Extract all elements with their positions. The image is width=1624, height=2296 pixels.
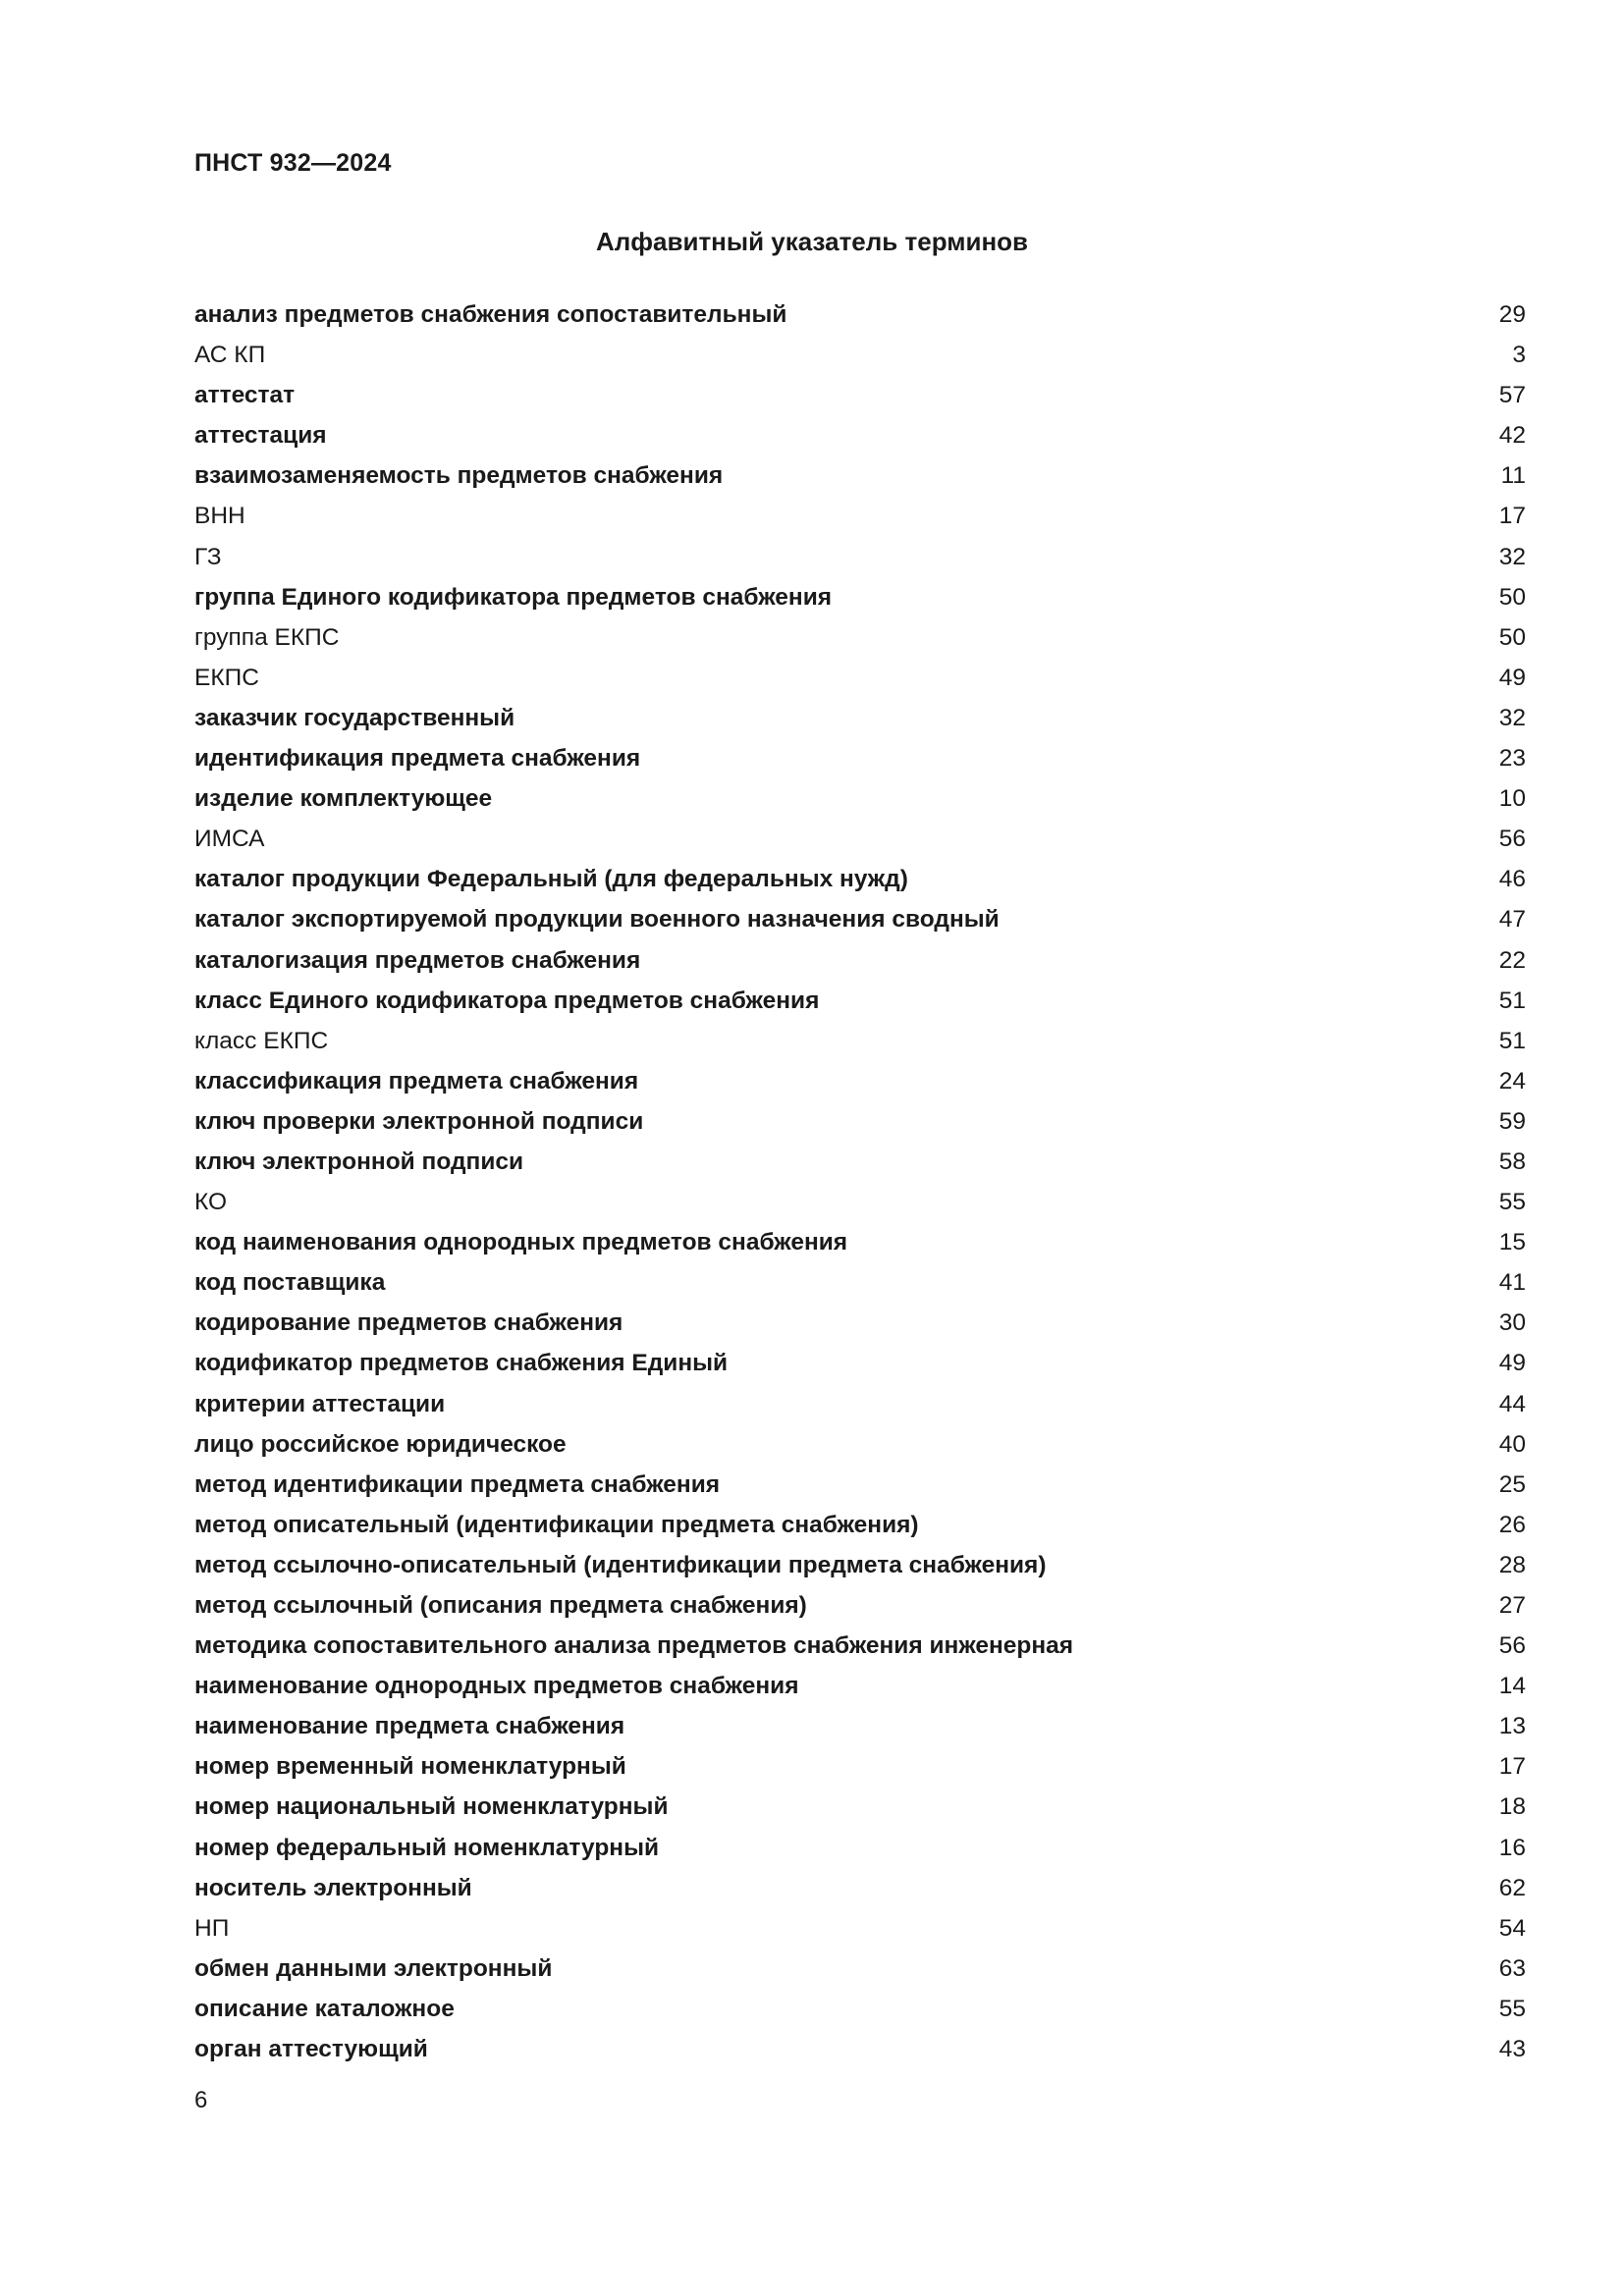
index-entry-term: каталог продукции Федеральный (для федеральных нужд) xyxy=(194,866,908,893)
index-entry xyxy=(194,899,1526,939)
index-entry-number: 30 xyxy=(1498,1309,1526,1337)
index-entry xyxy=(194,1746,1526,1787)
index-entry-number: 51 xyxy=(1498,1027,1526,1054)
index-entry xyxy=(194,1505,1526,1545)
index-entry-number: 56 xyxy=(1498,826,1526,853)
index-entry xyxy=(194,1868,1526,1908)
index-entry xyxy=(194,1343,1526,1383)
index-entry xyxy=(194,375,1526,415)
index-entry xyxy=(194,1262,1526,1303)
index-entry-number: 28 xyxy=(1498,1551,1526,1578)
index-entry xyxy=(194,1989,1526,2029)
index-entry-number: 18 xyxy=(1498,1793,1526,1821)
index-entry-term: группа ЕКПС xyxy=(194,623,340,651)
index-entry xyxy=(194,1101,1526,1142)
index-entry-term: номер федеральный номенклатурный xyxy=(194,1834,660,1861)
index-entry-term: ИМСА xyxy=(194,826,265,853)
index-entry-number: 23 xyxy=(1498,745,1526,773)
index-entry xyxy=(194,1908,1526,1949)
index-entry-number: 43 xyxy=(1498,2036,1526,2063)
index-entry-term: анализ предметов снабжения сопоставительный xyxy=(194,301,787,328)
index-entry-number: 13 xyxy=(1498,1713,1526,1740)
index-entry-term: НП xyxy=(194,1914,230,1942)
index-entry xyxy=(194,658,1526,698)
index-entry-number: 10 xyxy=(1498,785,1526,813)
index-entry xyxy=(194,1706,1526,1746)
index-entry-term: взаимозаменяемость предметов снабжения xyxy=(194,462,724,490)
index-entry xyxy=(194,1465,1526,1505)
index-entry-term: метод идентификации предмета снабжения xyxy=(194,1470,721,1498)
index-entry-number: 50 xyxy=(1498,623,1526,651)
index-entry-term: ключ проверки электронной подписи xyxy=(194,1107,644,1135)
index-entry-term: ключ электронной подписи xyxy=(194,1148,524,1175)
index-entry xyxy=(194,2029,1526,2069)
index-entry-term: заказчик государственный xyxy=(194,704,515,731)
index-entry-number: 16 xyxy=(1498,1834,1526,1861)
index-entry-term: критерии аттестации xyxy=(194,1390,446,1417)
index-entry xyxy=(194,859,1526,899)
index-entry-number: 50 xyxy=(1498,583,1526,611)
index-entry-term: код поставщика xyxy=(194,1269,386,1297)
index-entry-term: группа Единого кодификатора предметов снабжения xyxy=(194,583,833,611)
index-entry-term: метод ссылочно-описательный (идентификации предмета снабжения) xyxy=(194,1551,1047,1578)
index-entry xyxy=(194,537,1526,577)
index-entry-term: наименование однородных предметов снабжения xyxy=(194,1673,799,1700)
index-entry-number: 27 xyxy=(1498,1592,1526,1619)
index-entry-number: 25 xyxy=(1498,1470,1526,1498)
index-entry-number: 11 xyxy=(1500,462,1526,490)
index-entry xyxy=(194,617,1526,658)
index-entry-number: 55 xyxy=(1498,1995,1526,2022)
index-entry xyxy=(194,981,1526,1021)
index-entry-term: КО xyxy=(194,1189,228,1216)
index-entry-number: 44 xyxy=(1498,1390,1526,1417)
index-entry xyxy=(194,1222,1526,1262)
index-entry xyxy=(194,778,1526,819)
index-entry xyxy=(194,1949,1526,1989)
index-entry-term: лицо российское юридическое xyxy=(194,1430,567,1458)
index-entry-term: изделие комплектующее xyxy=(194,785,493,813)
index-entry xyxy=(194,698,1526,738)
index-entry-number: 54 xyxy=(1498,1914,1526,1942)
index-entry-number: 26 xyxy=(1498,1511,1526,1538)
index-entry xyxy=(194,1021,1526,1061)
index-entry-number: 14 xyxy=(1498,1673,1526,1700)
index-entry xyxy=(194,1303,1526,1343)
index-entry-term: наименование предмета снабжения xyxy=(194,1713,625,1740)
index-entry-number: 22 xyxy=(1498,946,1526,974)
index-entry-number: 51 xyxy=(1498,987,1526,1014)
index-entry xyxy=(194,940,1526,981)
index-entry-number: 17 xyxy=(1498,503,1526,530)
index-entry-term: методика сопоставительного анализа предметов снабжения инженерная xyxy=(194,1632,1074,1660)
index-entry xyxy=(194,415,1526,455)
index-title: Алфавитный указатель терминов xyxy=(595,227,1029,256)
index-entry-term: номер временный номенклатурный xyxy=(194,1753,626,1781)
index-entry-term: обмен данными электронный xyxy=(194,1954,553,1982)
index-entry xyxy=(194,1061,1526,1101)
index-entry-number: 62 xyxy=(1498,1874,1526,1901)
index-entry-term: каталогизация предметов снабжения xyxy=(194,946,641,974)
index-entry-number: 55 xyxy=(1498,1189,1526,1216)
index-entry xyxy=(194,1787,1526,1827)
index-entry xyxy=(194,1666,1526,1706)
index-entry xyxy=(194,1626,1526,1666)
index-entry-number: 46 xyxy=(1498,866,1526,893)
index-entry-number: 47 xyxy=(1498,906,1526,934)
index-entry-number: 15 xyxy=(1498,1229,1526,1256)
index-entry-term: описание каталожное xyxy=(194,1995,455,2022)
index-entry-term: носитель электронный xyxy=(194,1874,472,1901)
index-entry xyxy=(194,1828,1526,1868)
index-entry-term: кодирование предметов снабжения xyxy=(194,1309,623,1337)
index-entry xyxy=(194,1384,1526,1424)
index-entry xyxy=(194,455,1526,496)
index-entry-term: АС КП xyxy=(194,342,266,369)
index-entry-number: 17 xyxy=(1498,1753,1526,1781)
index-entry-number: 32 xyxy=(1498,543,1526,570)
index-entry xyxy=(194,496,1526,536)
index-entry-number: 3 xyxy=(1512,342,1526,369)
index-entry-number: 41 xyxy=(1498,1269,1526,1297)
index-entry-term: кодификатор предметов снабжения Единый xyxy=(194,1350,729,1377)
index-entry-number: 29 xyxy=(1498,301,1526,328)
index-entry xyxy=(194,335,1526,375)
index-entry-term: классификация предмета снабжения xyxy=(194,1067,639,1095)
index-entry-number: 42 xyxy=(1498,422,1526,450)
index-entry-term: аттестация xyxy=(194,422,327,450)
index-entry xyxy=(194,1585,1526,1626)
index-entry xyxy=(194,1424,1526,1465)
index-entry xyxy=(194,738,1526,778)
index-entry-term: метод описательный (идентификации предмета снабжения) xyxy=(194,1511,919,1538)
index-entry-term: метод ссылочный (описания предмета снабжения) xyxy=(194,1592,807,1619)
index-entry-number: 32 xyxy=(1498,704,1526,731)
index-entry-number: 59 xyxy=(1498,1107,1526,1135)
index-entry-term: ВНН xyxy=(194,503,245,530)
index-entry-term: класс ЕКПС xyxy=(194,1027,329,1054)
index-entry-term: класс Единого кодификатора предметов снабжения xyxy=(194,987,820,1014)
index-entry-term: аттестат xyxy=(194,382,296,409)
index-entry-term: код наименования однородных предметов снабжения xyxy=(194,1229,848,1256)
index-entry xyxy=(194,1545,1526,1585)
page-number: 6 xyxy=(194,2087,208,2113)
index-entry xyxy=(194,577,1526,617)
index-entry-number: 24 xyxy=(1498,1067,1526,1095)
index-entry-number: 57 xyxy=(1498,382,1526,409)
index-entry-term: ГЗ xyxy=(194,543,222,570)
index-entry xyxy=(194,1142,1526,1182)
document-code: ПНСТ 932—2024 xyxy=(194,149,392,177)
index-entry-number: 56 xyxy=(1498,1632,1526,1660)
index-entry-number: 63 xyxy=(1498,1954,1526,1982)
index-entry xyxy=(194,1182,1526,1222)
index-entry xyxy=(194,294,1526,335)
index-entry-number: 49 xyxy=(1498,1350,1526,1377)
index-entry-term: идентификация предмета снабжения xyxy=(194,745,641,773)
index-entry-number: 58 xyxy=(1498,1148,1526,1175)
term-index-list xyxy=(194,294,1526,2069)
index-entry-term: орган аттестующий xyxy=(194,2036,428,2063)
index-entry-number: 49 xyxy=(1498,664,1526,691)
index-entry xyxy=(194,819,1526,859)
index-entry-term: каталог экспортируемой продукции военного назначения сводный xyxy=(194,906,1000,934)
index-entry-number: 40 xyxy=(1498,1430,1526,1458)
index-entry-term: номер национальный номенклатурный xyxy=(194,1793,669,1821)
index-entry-term: ЕКПС xyxy=(194,664,259,691)
